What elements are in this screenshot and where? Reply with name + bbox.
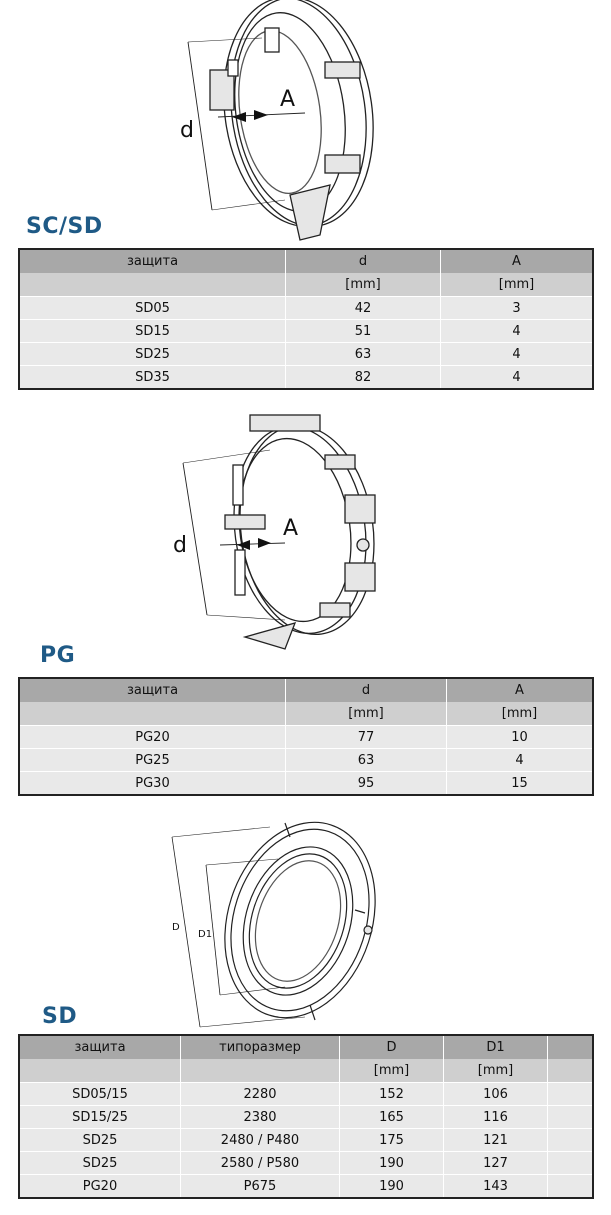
header-protection: защита (19, 249, 286, 273)
sd-D1-label: D1 (198, 929, 213, 940)
sd-D-label: D (172, 922, 180, 933)
cell-protection: PG20 (19, 1175, 181, 1199)
cell-protection: SD35 (19, 366, 286, 390)
spacer (548, 1152, 594, 1175)
cell-D1: 121 (444, 1129, 548, 1152)
cell-protection: PG20 (19, 726, 286, 749)
table-row (19, 297, 593, 320)
spacer (548, 1035, 594, 1059)
unit-protection (19, 1059, 181, 1083)
cell-D: 190 (340, 1175, 444, 1199)
sd-heading: SD (42, 1004, 78, 1029)
sc-sd-heading: SC/SD (26, 214, 103, 239)
cell-a: 4 (447, 749, 594, 772)
cell-protection: SD25 (19, 343, 286, 366)
cell-D: 152 (340, 1083, 444, 1106)
unit-d: [mm] (286, 702, 447, 726)
pg-table (18, 677, 594, 796)
cell-protection: SD15/25 (19, 1106, 181, 1129)
cell-a: 4 (441, 343, 594, 366)
unit-protection (19, 702, 286, 726)
cell-size: 2280 (181, 1083, 340, 1106)
cell-size: 2580 / P580 (181, 1152, 340, 1175)
table-row (19, 726, 593, 749)
table-row (19, 1129, 593, 1152)
header-protection: защита (19, 678, 286, 702)
unit-a: [mm] (447, 702, 594, 726)
cell-protection: SD05/15 (19, 1083, 181, 1106)
table-row (19, 1106, 593, 1129)
cell-D: 165 (340, 1106, 444, 1129)
spacer (548, 1106, 594, 1129)
cell-d: 63 (286, 343, 441, 366)
header-d: d (286, 249, 441, 273)
pg-d-label: d (173, 533, 187, 558)
cell-a: 4 (441, 366, 594, 390)
unit-a: [mm] (441, 273, 594, 297)
spacer (548, 1129, 594, 1152)
unit-D1: [mm] (444, 1059, 548, 1083)
table-row (19, 1152, 593, 1175)
pg-a-label: A (283, 516, 299, 541)
cell-protection: SD25 (19, 1152, 181, 1175)
cell-size: 2480 / P480 (181, 1129, 340, 1152)
unit-protection (19, 273, 286, 297)
cell-protection: SD15 (19, 320, 286, 343)
pg-heading: PG (40, 643, 76, 668)
sc-sd-d-label: d (180, 118, 194, 143)
cell-protection: SD25 (19, 1129, 181, 1152)
header-protection: защита (19, 1035, 181, 1059)
spacer (548, 1175, 594, 1199)
sd-table (18, 1034, 594, 1199)
cell-D1: 127 (444, 1152, 548, 1175)
table-row (19, 320, 593, 343)
table-row (19, 366, 593, 390)
cell-d: 82 (286, 366, 441, 390)
unit-D: [mm] (340, 1059, 444, 1083)
unit-size (181, 1059, 340, 1083)
header-size: типоразмер (181, 1035, 340, 1059)
cell-protection: PG30 (19, 772, 286, 796)
table-row (19, 1175, 593, 1199)
table-row (19, 343, 593, 366)
pg-ring-drawing (165, 405, 395, 655)
cell-a: 15 (447, 772, 594, 796)
sc-sd-ring-drawing (170, 0, 400, 245)
header-d: d (286, 678, 447, 702)
cell-size: 2380 (181, 1106, 340, 1129)
cell-D: 175 (340, 1129, 444, 1152)
sd-plate-drawing (160, 815, 385, 1035)
cell-d: 51 (286, 320, 441, 343)
cell-D: 190 (340, 1152, 444, 1175)
cell-protection: SD05 (19, 297, 286, 320)
header-D1: D1 (444, 1035, 548, 1059)
cell-D1: 116 (444, 1106, 548, 1129)
table-row (19, 749, 593, 772)
cell-D1: 143 (444, 1175, 548, 1199)
header-D: D (340, 1035, 444, 1059)
unit-d: [mm] (286, 273, 441, 297)
cell-protection: PG25 (19, 749, 286, 772)
cell-d: 63 (286, 749, 447, 772)
header-a: A (447, 678, 594, 702)
header-a: A (441, 249, 594, 273)
cell-d: 95 (286, 772, 447, 796)
cell-a: 10 (447, 726, 594, 749)
cell-d: 77 (286, 726, 447, 749)
cell-size: P675 (181, 1175, 340, 1199)
table-row (19, 1083, 593, 1106)
sc-sd-table (18, 248, 594, 390)
sc-sd-a-label: A (280, 87, 296, 112)
spacer (548, 1059, 594, 1083)
cell-d: 42 (286, 297, 441, 320)
cell-D1: 106 (444, 1083, 548, 1106)
table-row (19, 772, 593, 796)
cell-a: 3 (441, 297, 594, 320)
cell-a: 4 (441, 320, 594, 343)
spacer (548, 1083, 594, 1106)
